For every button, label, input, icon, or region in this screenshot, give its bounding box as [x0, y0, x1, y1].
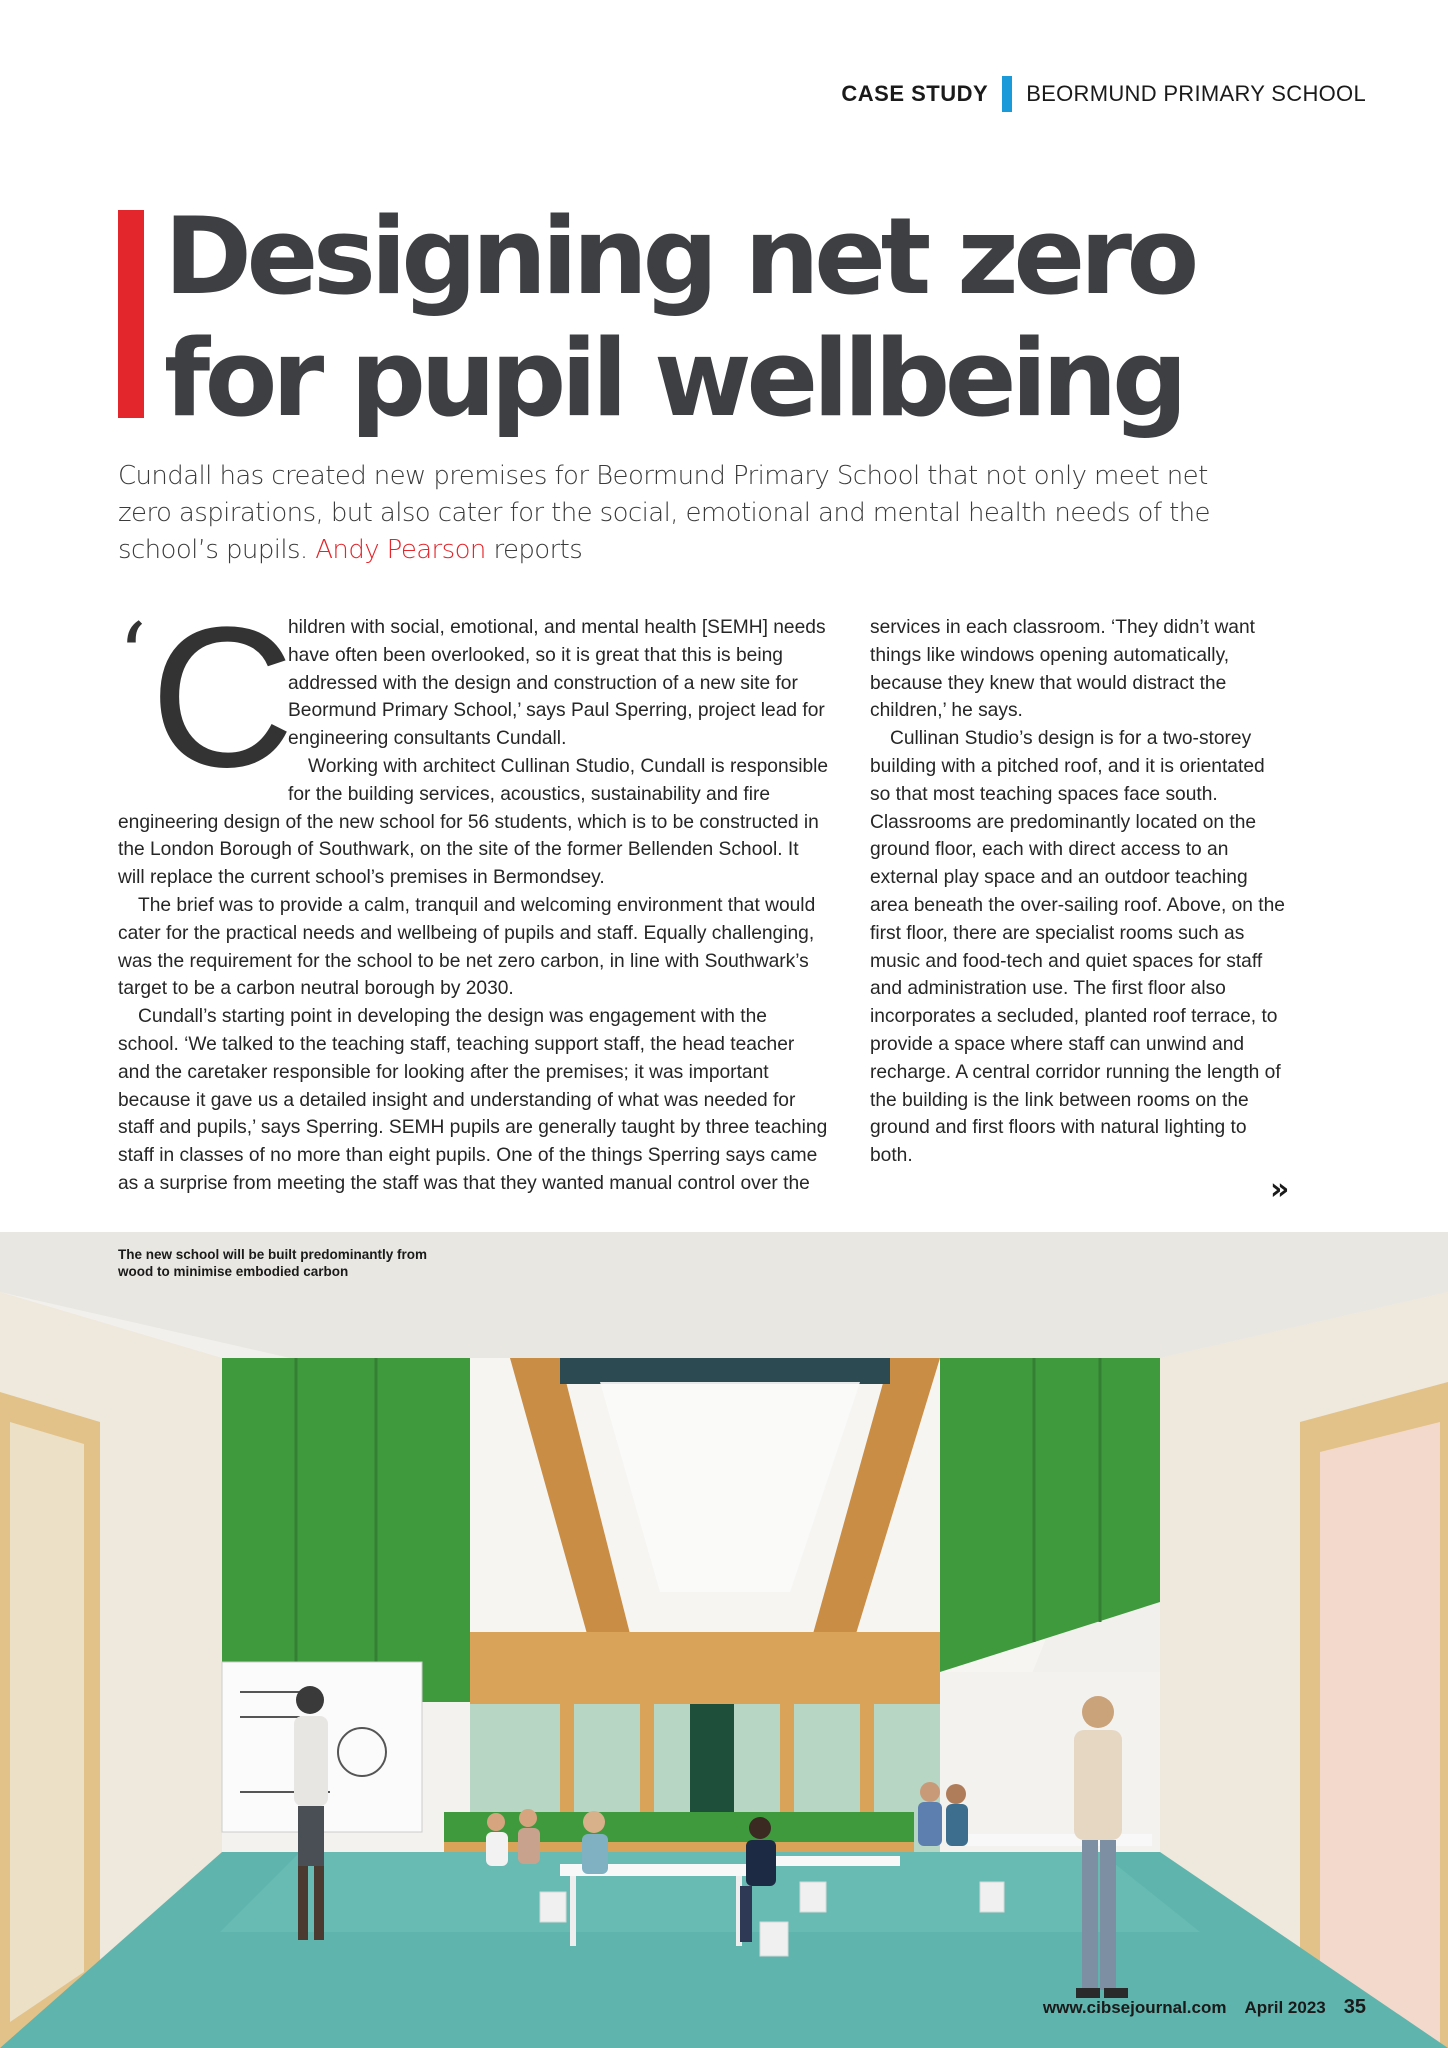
standfirst: [118, 458, 1228, 569]
standfirst-text: Cundall has created new premises for Beormund Primary School that not only meet net zero aspirations, but also cater for the social, emotional and mental health needs of the school’s pupils.: [118, 461, 1210, 565]
headline-line-1: Designing net zero: [164, 195, 1194, 318]
image-caption: The new school will be built predominantly from wood to minimise embodied carbon: [118, 1247, 428, 1279]
footer-url: www.cibsejournal.com: [1042, 1998, 1227, 2017]
classroom-illustration: [0, 1232, 1448, 2048]
paragraph: The brief was to provide a calm, tranquil and welcoming environment that would cater for the practical needs and wellbeing of pupils and staff. Equally challenging, was the requirement for the school to be net zero carbon, in line with Southwark’s target to be a carbon neutral borough by 2030.: [118, 894, 816, 1000]
dropcap: [118, 586, 289, 809]
headline-accent-bar: [118, 210, 144, 418]
dropcap-quote: ‘: [118, 604, 147, 709]
headline-line-2: for pupil wellbeing: [164, 317, 1183, 440]
footer-date: April 2023: [1244, 1998, 1326, 2017]
article-column-right: [870, 614, 1290, 1170]
dropcap-letter: C: [150, 586, 289, 809]
section-tag: [841, 78, 1366, 110]
classroom-render-image: [0, 1232, 1448, 2048]
page-title: [164, 196, 1224, 440]
section-topic: BEORMUND PRIMARY SCHOOL: [1026, 81, 1366, 106]
paragraph: hildren with social, emotional, and mental health [SEMH] needs have often been overlooked, so it is great that this is being addressed with the design and construction of a new site for Beormund Primary School,’ says Paul Sperring, project lead for engineering consultants Cundall.: [288, 617, 826, 750]
author-name: Andy Pearson: [315, 535, 486, 565]
paragraph: Cundall’s starting point in developing the design was engagement with the school. ‘We talked to the teaching staff, teaching support staff, the head teacher and the caretaker responsible for looking after the premises; it was important because it gave us a detailed insight and understanding of what was needed for staff and pupils,’ says Sperring. SEMH pupils are generally taught by three teaching staff in classes of no more than eight pupils. One of the things Sperring says came as a surprise from meeting the staff was that they wanted manual control over the: [118, 1006, 828, 1194]
section-divider-bar: [1002, 76, 1012, 112]
section-label: CASE STUDY: [841, 81, 989, 106]
article-column-left: [118, 586, 830, 1198]
page-footer: [1043, 1996, 1366, 2019]
standfirst-suffix: reports: [493, 535, 583, 565]
paragraph: Working with architect Cullinan Studio, Cundall is responsible for the building services, acoustics, sustainability and fire engineering design of the new school for 56 students, which is to be constructed in the London Borough of Southwark, on the site of the former Bellenden School. It will replace the current school’s premises in Bermondsey.: [118, 755, 829, 889]
paragraph: services in each classroom. ‘They didn’t want things like windows opening automatically, because they knew that would distract the children,’ he says.: [870, 617, 1255, 722]
paragraph: Cullinan Studio’s design is for a two-storey building with a pitched roof, and it is orientated so that most teaching spaces face south. Classrooms are predominantly located on the ground floor, each with direct access to an external play space and an outdoor teaching area beneath the over-sailing roof. Above, on the first floor, there are specialist rooms such as music and food-tech and quiet spaces for staff and administration use. The first floor also incorporates a secluded, planted roof terrace, to provide a space where staff can unwind and recharge. A central corridor running the length of the building is the link between rooms on the ground and first floors with natural lighting to both.: [870, 728, 1285, 1167]
page-number: 35: [1343, 1996, 1366, 2018]
continue-arrow-icon: »: [1270, 1172, 1290, 1207]
